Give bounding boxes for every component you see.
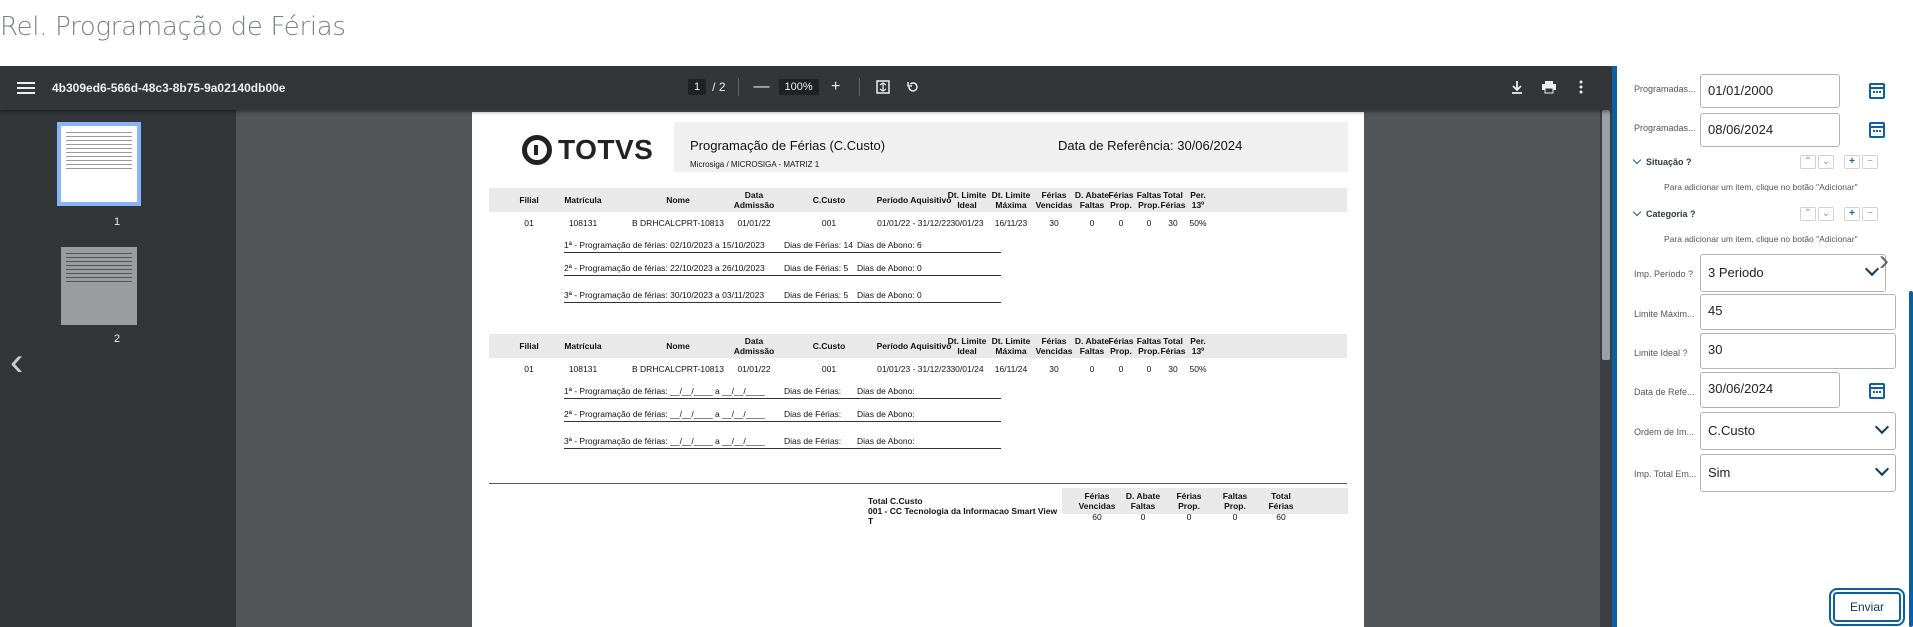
column-header: Período Aquisitivo — [876, 195, 952, 205]
table-header — [489, 334, 1347, 358]
vacation-schedule-line — [564, 263, 1001, 276]
column-header: Filial — [519, 195, 539, 205]
table-cell: 30/01/24 — [950, 364, 984, 374]
limite-max-label: Limite Máxim... — [1634, 309, 1695, 319]
table-cell: 30 — [1049, 364, 1059, 374]
column-header: C.Custo — [812, 341, 846, 351]
vacation-days: Dias de Férias: 5 — [784, 290, 849, 300]
zoom-in-icon[interactable]: + — [830, 78, 841, 95]
remove-button[interactable]: − — [1862, 207, 1878, 221]
table-cell: 01/01/22 — [737, 218, 771, 228]
more-options-icon[interactable] — [1570, 76, 1592, 98]
schedule-label: 2ª - Programação de férias: 22/10/2023 a 26/10/2023 — [564, 263, 765, 273]
table-cell: 16/11/24 — [994, 364, 1028, 374]
schedule-label: 2ª - Programação de férias: __/__/____ a __/__/____ — [564, 409, 765, 419]
zoom-out-icon[interactable]: — — [753, 78, 770, 95]
vacation-days: Dias de Férias: — [784, 436, 842, 446]
fit-page-icon[interactable] — [872, 76, 894, 98]
table-cell: 0 — [1089, 218, 1095, 228]
total-label: Total C.Custo 001 - CC Tecnologia da Informacao Smart View T — [868, 496, 1058, 526]
bonus-days: Dias de Abono: — [857, 436, 915, 446]
move-down-button[interactable]: ⌄ — [1818, 207, 1834, 221]
imp-total-label: Imp. Total Em... — [1634, 469, 1697, 479]
column-header: Dt. Limite Máxima — [991, 190, 1031, 210]
column-header: Dt. Limite Ideal — [947, 336, 987, 356]
prog-ate-field[interactable]: 08/06/2024 — [1700, 113, 1840, 147]
reference-date: Data de Referência: 30/06/2024 — [1058, 138, 1243, 153]
column-header: Férias Vencidas — [1035, 336, 1073, 356]
thumbnail-page-1[interactable] — [57, 122, 141, 206]
table-cell: 108131 — [568, 364, 598, 374]
total-column-header: D. Abate Faltas — [1125, 491, 1161, 511]
table-cell: 001 — [821, 364, 837, 374]
totvs-logo-icon — [522, 135, 552, 165]
pdf-toolbar — [0, 66, 1612, 110]
table-cell: 108131 — [568, 218, 598, 228]
parameters-panel — [1617, 66, 1913, 627]
table-cell: 001 — [821, 218, 837, 228]
chevron-down-icon — [1875, 462, 1889, 476]
table-cell: 01 — [524, 364, 534, 374]
table-row — [489, 364, 1347, 378]
column-header: Nome — [666, 341, 690, 351]
categoria-hint: Para adicionar um item, clique no botão "Adicionar" — [1664, 234, 1858, 244]
table-cell: 01/01/22 - 31/12/22 — [877, 218, 951, 228]
vacation-schedule-line — [564, 386, 1001, 399]
column-header: Período Aquisitivo — [876, 341, 952, 351]
add-button[interactable]: + — [1844, 207, 1860, 221]
move-down-button[interactable]: ⌄ — [1818, 155, 1834, 169]
bonus-days: Dias de Abono: 0 — [857, 263, 922, 273]
prog-de-field[interactable]: 01/01/2000 — [1700, 74, 1840, 108]
total-pages: 2 — [718, 80, 726, 94]
bonus-days: Dias de Abono: — [857, 409, 915, 419]
table-cell: 0 — [1146, 364, 1152, 374]
table-cell: 30 — [1168, 218, 1178, 228]
situacao-section[interactable]: Situação ? — [1634, 157, 1692, 167]
table-cell: 0 — [1118, 364, 1124, 374]
toolbar-divider — [859, 78, 860, 96]
page-separator: / — [712, 80, 716, 94]
report-title: Programação de Férias (C.Custo) — [690, 138, 886, 153]
total-cell: 60 — [1276, 512, 1286, 522]
data-ref-field[interactable]: 30/06/2024 — [1700, 372, 1840, 408]
chevron-left-icon[interactable]: ‹ — [10, 340, 24, 384]
send-button[interactable]: Enviar — [1833, 592, 1901, 622]
table-cell: 30/01/23 — [950, 218, 984, 228]
column-header: Total Férias — [1160, 336, 1186, 356]
bonus-days: Dias de Abono: — [857, 386, 915, 396]
vacation-schedule-line — [564, 409, 1001, 422]
table-cell: 0 — [1118, 218, 1124, 228]
zoom-level[interactable]: 100% — [779, 79, 819, 95]
data-ref-label: Data de Refe... — [1634, 387, 1695, 397]
total-column-header: Total Férias — [1268, 491, 1294, 511]
total-header — [1062, 488, 1348, 514]
vacation-schedule-line — [564, 240, 1001, 253]
totvs-logo: TOTVS — [522, 134, 653, 166]
current-page-input[interactable]: 1 — [688, 79, 706, 95]
situacao-hint: Para adicionar um item, clique no botão "Adicionar" — [1664, 182, 1858, 192]
thumbnail-number: 2 — [113, 333, 121, 345]
prog-de-label: Programadas... — [1634, 84, 1696, 94]
prog-ate-label: Programadas... — [1634, 123, 1696, 133]
page-title: Rel. Programação de Férias — [0, 12, 346, 42]
column-header: Férias Prop. — [1108, 336, 1134, 356]
divider — [489, 483, 1347, 484]
total-cell: 60 — [1092, 512, 1102, 522]
total-column-header: Faltas Prop. — [1222, 491, 1248, 511]
column-header: Per. 13º — [1190, 336, 1206, 356]
bonus-days: Dias de Abono: 6 — [857, 240, 922, 250]
imp-periodo-label: Imp. Período ? — [1634, 269, 1694, 279]
column-header: Data Admissão — [733, 336, 775, 356]
table-cell: 01/01/22 — [737, 364, 771, 374]
column-header: Data Admissão — [733, 190, 775, 210]
ordem-select[interactable]: C.Custo — [1700, 412, 1896, 450]
report-subtitle: Microsiga / MICROSIGA - MATRIZ 1 — [690, 160, 820, 169]
total-row — [1062, 512, 1348, 526]
table-cell: 50% — [1189, 218, 1207, 228]
table-cell: 16/11/23 — [994, 218, 1028, 228]
table-cell: 0 — [1089, 364, 1095, 374]
download-icon[interactable] — [1506, 76, 1528, 98]
column-header: Per. 13º — [1190, 190, 1206, 210]
table-cell: 01/01/23 - 31/12/23 — [877, 364, 951, 374]
schedule-label: 3ª - Programação de férias: __/__/____ a __/__/____ — [564, 436, 765, 446]
thumbnail-page-2[interactable] — [61, 247, 137, 325]
vacation-days: Dias de Férias: 14 — [784, 240, 853, 250]
column-header: D. Abate Faltas — [1074, 190, 1110, 210]
column-header: Dt. Limite Ideal — [947, 190, 987, 210]
column-header: Faltas Prop. — [1136, 336, 1162, 356]
report-page — [472, 112, 1364, 627]
calendar-icon[interactable] — [1869, 383, 1885, 399]
vacation-schedule-line — [564, 436, 1001, 449]
column-header: Faltas Prop. — [1136, 190, 1162, 210]
vacation-days: Dias de Férias: — [784, 409, 842, 419]
vacation-days: Dias de Férias: — [784, 386, 842, 396]
table-cell: 50% — [1189, 364, 1207, 374]
vacation-schedule-line — [564, 290, 1001, 303]
chevron-down-icon — [1875, 420, 1889, 434]
table-cell: 30 — [1168, 364, 1178, 374]
remove-button[interactable]: − — [1862, 155, 1878, 169]
column-header: Total Férias — [1160, 190, 1186, 210]
ordem-label: Ordem de Im... — [1634, 427, 1695, 437]
chevron-down-icon — [1633, 156, 1641, 164]
schedule-label: 1ª - Programação de férias: __/__/____ a __/__/____ — [564, 386, 765, 396]
page-controls — [688, 76, 924, 98]
rotate-icon[interactable] — [902, 76, 924, 98]
total-cell: 0 — [1186, 512, 1192, 522]
table-cell: B DRHCALCPRT-10813 — [632, 218, 724, 228]
table-cell: 0 — [1146, 218, 1152, 228]
limite-max-field[interactable]: 45 — [1700, 294, 1896, 330]
table-row — [489, 218, 1347, 232]
column-header: Dt. Limite Máxima — [991, 336, 1031, 356]
total-cell: 0 — [1140, 512, 1146, 522]
schedule-label: 3ª - Programação de férias: 30/10/2023 a 03/11/2023 — [564, 290, 765, 300]
menu-icon[interactable] — [17, 79, 35, 97]
column-header: Matrícula — [564, 195, 602, 205]
limite-ideal-field[interactable]: 30 — [1700, 333, 1896, 369]
vacation-days: Dias de Férias: 5 — [784, 263, 849, 273]
table-cell: 30 — [1049, 218, 1059, 228]
column-header: Férias Vencidas — [1035, 190, 1073, 210]
column-header: Nome — [666, 195, 690, 205]
total-column-header: Férias Vencidas — [1078, 491, 1116, 511]
document-name: 4b309ed6-566d-48c3-8b75-9a02140db00e — [52, 81, 286, 95]
calendar-icon[interactable] — [1869, 122, 1885, 138]
calendar-icon[interactable] — [1869, 83, 1885, 99]
table-header — [489, 188, 1347, 212]
move-up-button[interactable]: ⌃ — [1800, 207, 1816, 221]
chevron-right-icon[interactable]: › — [1879, 244, 1889, 277]
column-header: Matrícula — [564, 341, 602, 351]
add-button[interactable]: + — [1844, 155, 1860, 169]
column-header: D. Abate Faltas — [1074, 336, 1110, 356]
thumbnail-sidebar — [0, 110, 236, 627]
imp-periodo-select[interactable]: 3 Periodo — [1700, 254, 1886, 292]
toolbar-divider — [738, 78, 739, 96]
table-cell: B DRHCALCPRT-10813 — [632, 364, 724, 374]
pdf-viewer — [0, 66, 1612, 627]
chevron-down-icon — [1633, 208, 1641, 216]
bonus-days: Dias de Abono: 0 — [857, 290, 922, 300]
column-header: Férias Prop. — [1108, 190, 1134, 210]
categoria-section[interactable]: Categoria ? — [1634, 209, 1696, 219]
move-up-button[interactable]: ⌃ — [1800, 155, 1816, 169]
print-icon[interactable] — [1538, 76, 1560, 98]
viewer-scrollbar[interactable] — [1600, 110, 1612, 627]
panel-scrollbar[interactable] — [1909, 291, 1913, 627]
column-header: Filial — [519, 341, 539, 351]
limite-ideal-label: Limite Ideal ? — [1634, 348, 1688, 358]
column-header: C.Custo — [812, 195, 846, 205]
toolbar-actions — [1506, 76, 1612, 98]
table-cell: 01 — [524, 218, 534, 228]
total-cell: 0 — [1232, 512, 1238, 522]
thumbnail-number: 1 — [113, 216, 121, 228]
schedule-label: 1ª - Programação de férias: 02/10/2023 a 15/10/2023 — [564, 240, 765, 250]
total-column-header: Férias Prop. — [1176, 491, 1202, 511]
imp-total-select[interactable]: Sim — [1700, 454, 1896, 492]
chevron-down-icon — [1865, 262, 1879, 276]
